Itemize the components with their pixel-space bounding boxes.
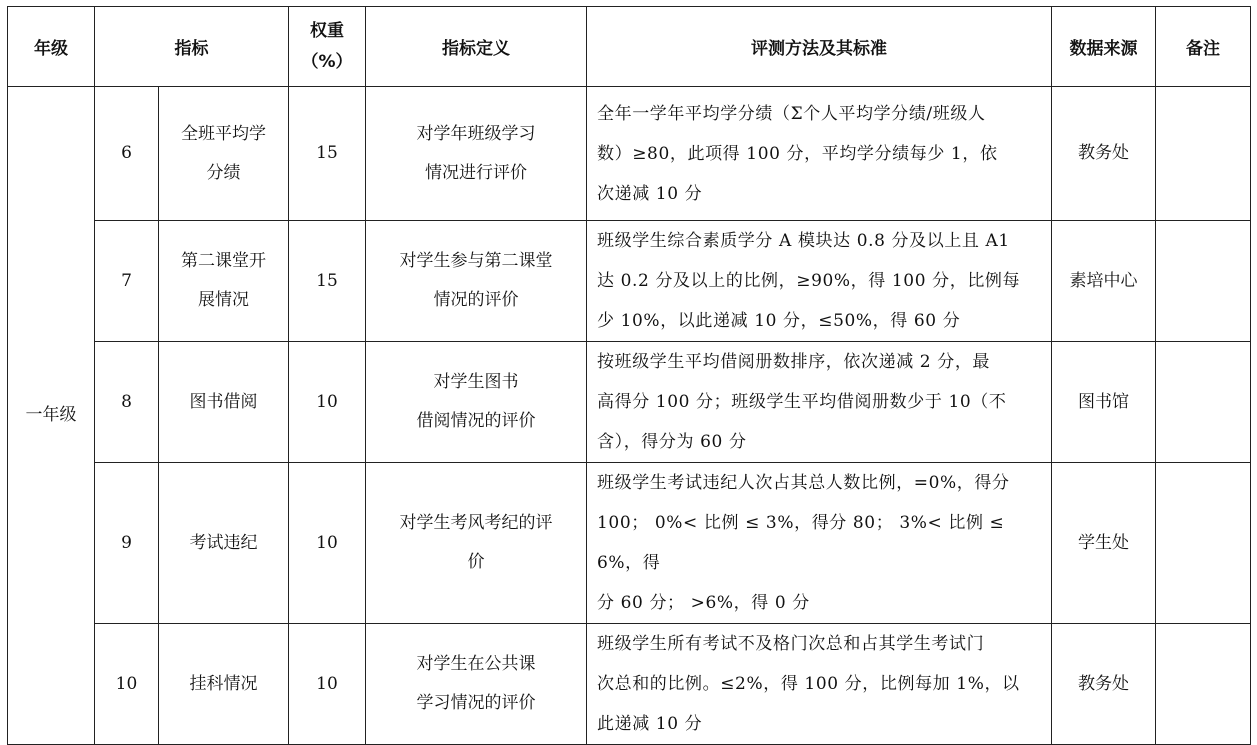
source-cell: 素培中心 bbox=[1052, 221, 1156, 342]
weight-cell: 10 bbox=[289, 624, 366, 745]
cell-line: 价 bbox=[467, 552, 485, 572]
cell-line: 第二课堂开 bbox=[181, 251, 266, 271]
cell-line: 班级学生所有考试不及格门次总和占其学生考试门 bbox=[597, 634, 985, 654]
weight-cell: 10 bbox=[289, 463, 366, 624]
note-cell bbox=[1156, 221, 1251, 342]
note-cell bbox=[1156, 342, 1251, 463]
cell-line: 对学生考风考纪的评 bbox=[399, 513, 553, 533]
cell-line: 此递减 10 分 bbox=[597, 714, 703, 734]
cell-line: 班级学生综合素质学分 A 模块达 0.8 分及以上且 A1 bbox=[597, 231, 1010, 251]
source-cell: 图书馆 bbox=[1052, 342, 1156, 463]
source-cell: 教务处 bbox=[1052, 87, 1156, 221]
cell-line: 分 60 分； >6%，得 0 分 bbox=[597, 593, 810, 613]
cell-line: 全班平均学 bbox=[181, 123, 266, 144]
header-note: 备注 bbox=[1156, 7, 1251, 87]
header-source: 数据来源 bbox=[1052, 7, 1156, 87]
header-indicator: 指标 bbox=[95, 7, 289, 87]
definition-cell bbox=[366, 624, 587, 745]
cell-line: 借阅情况的评价 bbox=[416, 411, 536, 431]
cell-line: 含），得分为 60 分 bbox=[597, 432, 747, 452]
indicator-number: 10 bbox=[95, 624, 159, 745]
table-row bbox=[8, 463, 1251, 624]
method-cell bbox=[587, 624, 1052, 745]
cell-line: 情况的评价 bbox=[433, 290, 519, 310]
cell-line: 情况进行评价 bbox=[425, 162, 527, 183]
header-weight-unit: （%） bbox=[301, 51, 353, 72]
indicator-name bbox=[159, 87, 289, 221]
indicator-number: 8 bbox=[95, 342, 159, 463]
note-cell bbox=[1156, 463, 1251, 624]
indicator-number: 6 bbox=[95, 87, 159, 221]
cell-line: 对学生参与第二课堂 bbox=[399, 251, 553, 271]
cell-line: 少 10%，以此递减 10 分，≤50%，得 60 分 bbox=[597, 311, 961, 331]
indicator-number: 9 bbox=[95, 463, 159, 624]
note-cell bbox=[1156, 87, 1251, 221]
source-cell: 教务处 bbox=[1052, 624, 1156, 745]
cell-line: 达 0.2 分及以上的比例，≥90%，得 100 分，比例每 bbox=[597, 271, 1021, 291]
cell-line: 100； 0%< 比例 ≤ 3%，得分 80； 3%< 比例 ≤ 6%，得 bbox=[597, 513, 1005, 573]
cell-line: 分绩 bbox=[206, 162, 241, 183]
weight-cell: 15 bbox=[289, 87, 366, 221]
indicator-number: 7 bbox=[95, 221, 159, 342]
indicator-name bbox=[159, 624, 289, 745]
cell-line: 班级学生考试违纪人次占其总人数比例，=0%，得分 bbox=[597, 473, 1010, 493]
table-row bbox=[8, 221, 1251, 342]
cell-line: 挂科情况 bbox=[189, 673, 258, 694]
cell-line: 数）≥80，此项得 100 分，平均学分绩每少 1，依 bbox=[597, 143, 998, 164]
grade-cell: 一年级 bbox=[8, 87, 95, 745]
method-cell bbox=[587, 342, 1052, 463]
definition-cell bbox=[366, 87, 587, 221]
header-weight bbox=[289, 7, 366, 87]
header-weight-label: 权重 bbox=[310, 20, 344, 41]
cell-line: 对学生在公共课 bbox=[416, 654, 536, 674]
weight-cell: 15 bbox=[289, 221, 366, 342]
indicator-name bbox=[159, 463, 289, 624]
cell-line: 次递减 10 分 bbox=[597, 183, 703, 204]
header-grade: 年级 bbox=[8, 7, 95, 87]
definition-cell bbox=[366, 342, 587, 463]
table-row bbox=[8, 87, 1251, 221]
cell-line: 展情况 bbox=[198, 290, 249, 310]
source-cell: 学生处 bbox=[1052, 463, 1156, 624]
cell-line: 全年一学年平均学分绩（Σ个人平均学分绩/班级人 bbox=[597, 103, 986, 124]
header-row bbox=[8, 7, 1251, 87]
header-method: 评测方法及其标准 bbox=[587, 7, 1052, 87]
cell-line: 对学年班级学习 bbox=[416, 123, 536, 144]
indicator-name bbox=[159, 342, 289, 463]
table-row bbox=[8, 342, 1251, 463]
method-cell bbox=[587, 221, 1052, 342]
note-cell bbox=[1156, 624, 1251, 745]
cell-line: 图书借阅 bbox=[189, 391, 258, 412]
method-cell bbox=[587, 463, 1052, 624]
cell-line: 按班级学生平均借阅册数排序，依次递减 2 分，最 bbox=[597, 352, 991, 372]
cell-line: 次总和的比例。≤2%，得 100 分，比例每加 1%，以 bbox=[597, 674, 1020, 694]
header-definition: 指标定义 bbox=[366, 7, 587, 87]
definition-cell bbox=[366, 221, 587, 342]
table-row bbox=[8, 624, 1251, 745]
cell-line: 高得分 100 分；班级学生平均借阅册数少于 10（不 bbox=[597, 392, 1007, 412]
cell-line: 考试违纪 bbox=[189, 532, 258, 553]
method-cell bbox=[587, 87, 1052, 221]
cell-line: 对学生图书 bbox=[433, 372, 519, 392]
indicator-name bbox=[159, 221, 289, 342]
cell-line: 学习情况的评价 bbox=[416, 693, 536, 713]
weight-cell: 10 bbox=[289, 342, 366, 463]
definition-cell bbox=[366, 463, 587, 624]
evaluation-table bbox=[7, 6, 1251, 745]
